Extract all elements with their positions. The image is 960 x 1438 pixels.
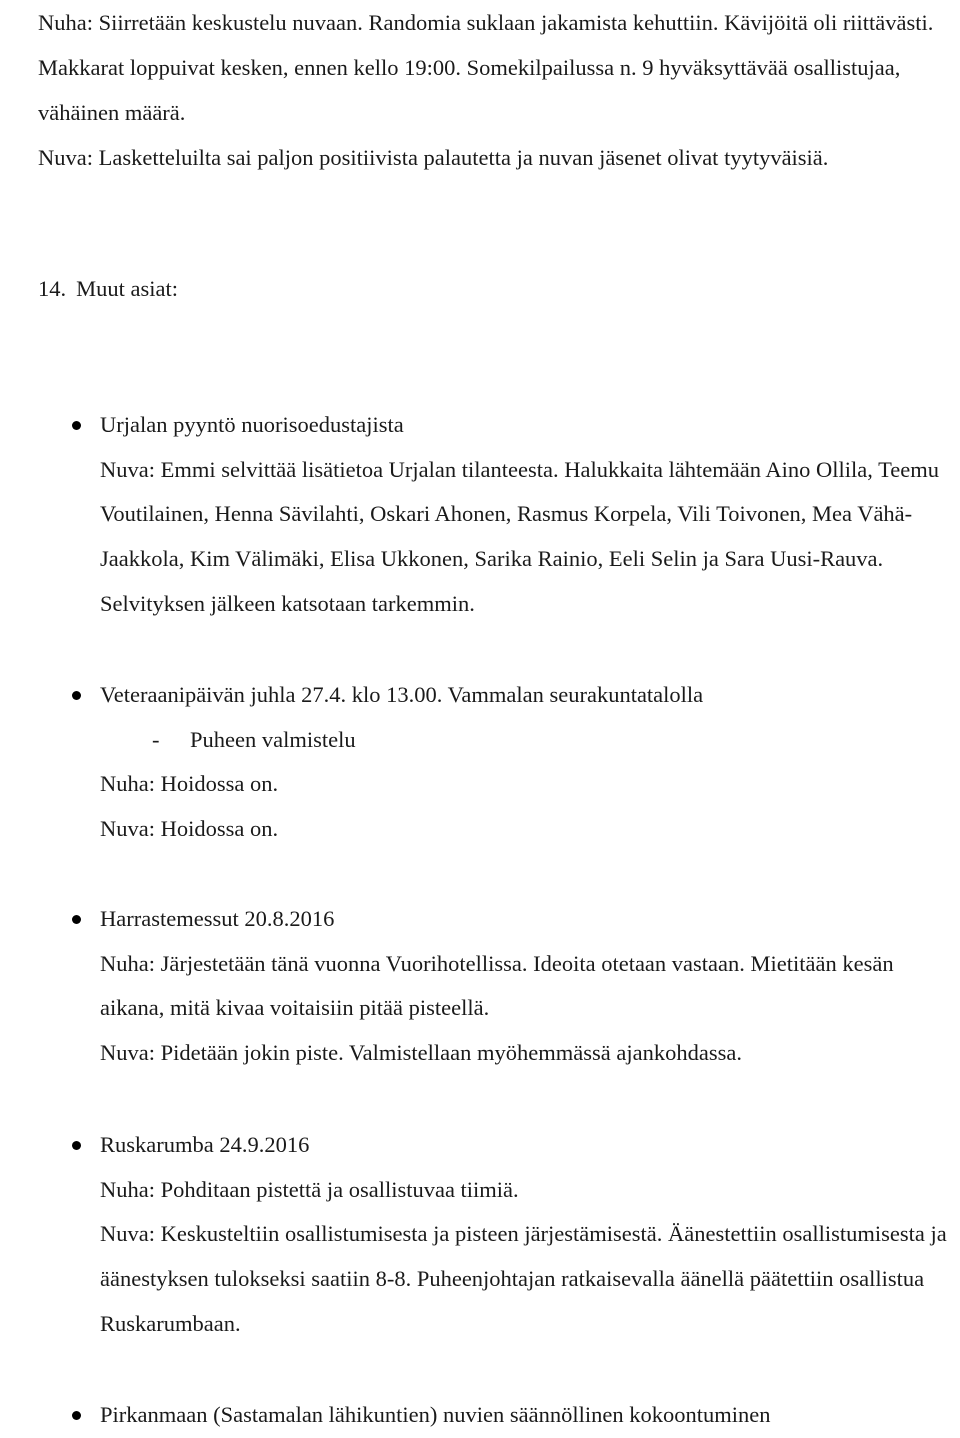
item-title: Urjalan pyyntö nuorisoedustajista [100, 412, 404, 437]
item-title: Ruskarumba 24.9.2016 [100, 1132, 310, 1157]
sub-item [100, 718, 960, 763]
item-title: Harrastemessut 20.8.2016 [100, 906, 335, 931]
item-note: Nuva: Emmi selvittää lisätietoa Urjalan tilanteesta. Halukkaita lähtemään Aino Ollila, Teemu Voutilainen, Henna Sävilahti, Oskari Ahonen, Rasmus Korpela, Vili Toivonen, Mea Vähä-Jaakkola, Kim Välimäki, Elisa Ukkonen, Sarika Rainio, Eeli Selin ja Sara Uusi-Rauva. Selvityksen jälkeen katsotaan tarkemmin. [100, 456, 940, 616]
bullet-icon [72, 691, 81, 700]
section-title: Muut asiat: [76, 276, 178, 301]
item-note: Nuha: Järjestetään tänä vuonna Vuorihotellissa. Ideoita otetaan vastaan. Mietitään kesän aikana, mitä kivaa voitaisiin pitää pisteellä. [100, 950, 894, 1021]
item-note: Nuva: Keskusteltiin osallistumisesta ja pisteen järjestämisestä. Äänestettiin osallistumisesta ja äänestyksen tulokseksi saatiin 8-8. Puheenjohtajan ratkaisevalla äänellä päätettiin osallistua Ruskarumbaan. [100, 1221, 947, 1336]
item-note: Nuva: Hoidossa on. [100, 816, 279, 842]
list-item [100, 403, 960, 627]
intro-block [38, 0, 953, 180]
sub-item-text: Puheen valmistelu [190, 726, 356, 752]
item-note: Nuha: Pohditaan pistettä ja osallistuvaa tiimiä. [100, 1176, 519, 1202]
list-item [100, 673, 960, 852]
intro-paragraph-nuva: Nuva: Lasketteluilta sai paljon positiivista palautetta ja nuvan jäsenet olivat tyytyväisiä. [38, 145, 829, 170]
bullet-icon [72, 421, 81, 430]
item-title: Veteraanipäivän juhla 27.4. klo 13.00. Vammalan seurakuntatalolla [100, 682, 704, 707]
item-note: Nuha: Hoidossa on. [100, 771, 279, 797]
list-item [100, 1393, 960, 1438]
section-heading [38, 271, 178, 307]
bullet-icon [72, 915, 81, 924]
list-item [100, 1123, 960, 1347]
list-item [100, 897, 960, 1076]
item-note: Nuva: Pidetään jokin piste. Valmistellaan myöhemmässä ajankohdassa. [100, 1040, 742, 1066]
section-number: 14. [38, 276, 67, 301]
dash-marker: - [152, 726, 160, 752]
intro-paragraph-nuha: Nuha: Siirretään keskustelu nuvaan. Randomia suklaan jakamista kehuttiin. Kävijöitä oli riittävästi. Makkarat loppuivat kesken, ennen kello 19:00. Somekilpailussa n. 9 hyväksyttävää osallistujaa, vähäinen määrä. [38, 10, 934, 125]
item-title: Pirkanmaan (Sastamalan lähikuntien) nuvien säännöllinen kokoontuminen [100, 1402, 771, 1427]
bullet-icon [72, 1411, 81, 1420]
bullet-icon [72, 1141, 81, 1150]
